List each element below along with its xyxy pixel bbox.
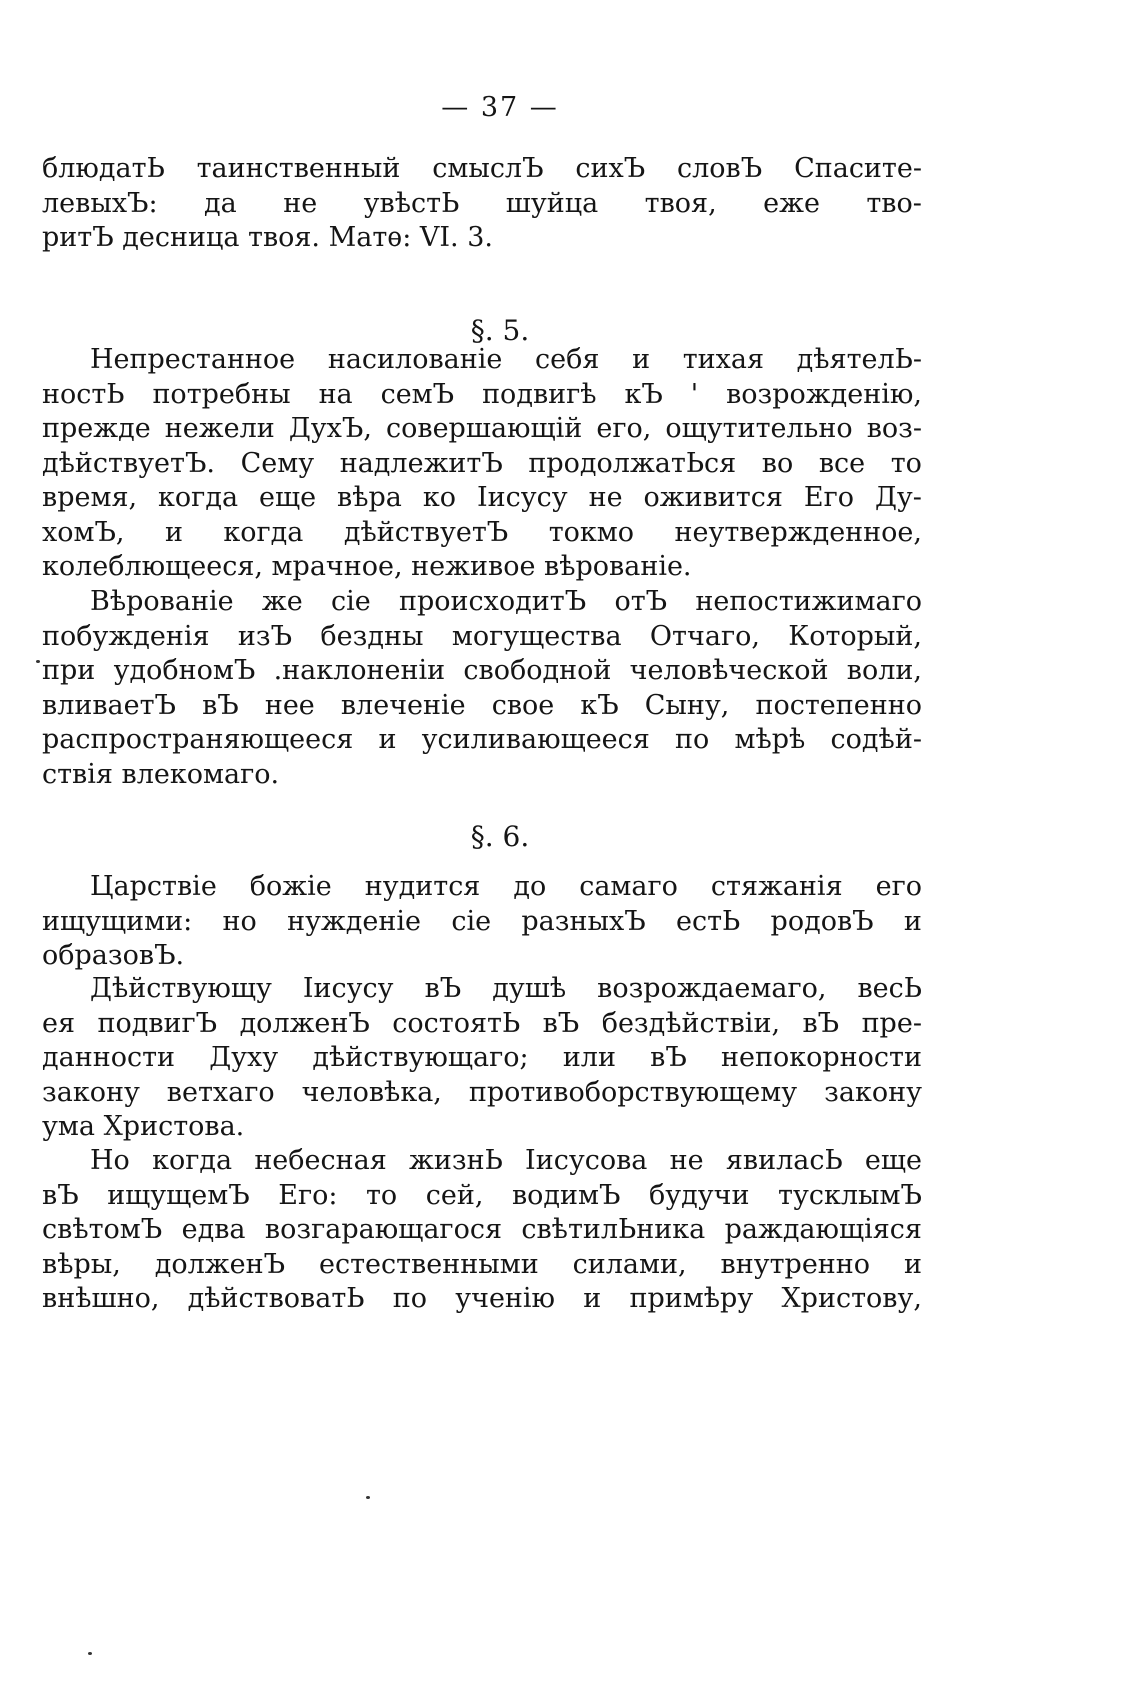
word: увѣстЬ [363, 187, 460, 219]
word: естественными [318, 1248, 539, 1280]
word: сей, [425, 1179, 484, 1211]
word: Ду- [874, 482, 922, 513]
word: свободной [463, 655, 612, 686]
word: твоя, [644, 187, 717, 219]
word: ищущемЪ [107, 1179, 250, 1211]
paragraph [42, 972, 922, 1145]
text-line [42, 221, 922, 256]
word: потребны [152, 378, 291, 410]
word: его [875, 871, 922, 902]
text-line [42, 1179, 922, 1214]
word: совершающій [386, 413, 583, 444]
word: по [675, 724, 710, 755]
scan-speck [366, 1496, 370, 1499]
word: непостижимаго [695, 586, 922, 617]
word: и [583, 1283, 602, 1314]
word: долженЪ [154, 1248, 286, 1280]
word: человѣка, [301, 1076, 442, 1108]
word: внѣшно, [42, 1283, 160, 1314]
word: на [318, 378, 353, 410]
text-line-content: ритЪ десница твоя. Матѳ: VI. 3. [42, 222, 493, 253]
word: вЪ [650, 1042, 687, 1073]
text-line [42, 758, 922, 793]
word: закону [824, 1076, 922, 1108]
word: явиласЬ [725, 1145, 843, 1176]
word: Непрестанное [90, 344, 296, 375]
text-line [42, 187, 922, 222]
word: не [283, 187, 318, 219]
text-line [42, 585, 922, 620]
word: происходитЪ [399, 586, 587, 617]
word: Спасите- [794, 153, 922, 184]
word: свѣтомЪ [42, 1214, 163, 1245]
word: когда [158, 482, 239, 513]
word: сихЪ [575, 153, 646, 184]
word: во [761, 447, 794, 479]
word: надлежитЪ [339, 447, 503, 479]
text-line [42, 654, 922, 689]
word: левыхЪ: [42, 187, 158, 219]
word: же [261, 586, 303, 617]
word: шуйца [505, 187, 599, 219]
word: Духу [209, 1042, 279, 1073]
word: сіе [330, 586, 371, 617]
word: изЪ [237, 620, 293, 652]
word: божіе [249, 871, 332, 902]
word: дѣйствуетЪ. [42, 447, 215, 479]
word: внутренно [720, 1248, 871, 1280]
text-line-content: ствія влекомаго. [42, 758, 280, 790]
word: водимЪ [511, 1179, 621, 1211]
text-line [42, 905, 922, 940]
word: оживится [643, 482, 783, 513]
word: силами, [572, 1248, 687, 1280]
word: и [632, 344, 651, 375]
word: когда [152, 1145, 233, 1176]
word: не [588, 482, 623, 513]
word: смыслЪ [432, 153, 544, 184]
text-line [42, 343, 922, 378]
word: дѣйствуетЪ [343, 516, 509, 548]
word: противоборствующему [468, 1076, 798, 1108]
paragraph [42, 870, 922, 974]
word: данности [42, 1042, 176, 1073]
word: еще [259, 482, 317, 513]
word: нудится [364, 871, 481, 902]
text-line [42, 939, 922, 974]
word: и [903, 905, 922, 937]
word: и [164, 516, 183, 548]
word: то [365, 1179, 398, 1211]
word: насилованіе [327, 344, 503, 375]
paragraph [42, 1144, 922, 1317]
word: дѣйствоватЬ [187, 1283, 365, 1314]
word: Іисусу [476, 482, 568, 513]
text-line [42, 1076, 922, 1111]
word: отЪ [614, 586, 668, 617]
word: естЬ [675, 905, 741, 937]
word: но [222, 905, 257, 937]
word: долженЪ [239, 1007, 370, 1039]
word: еще [864, 1145, 922, 1176]
word: словЪ [677, 153, 763, 184]
word: пре- [861, 1007, 922, 1039]
word: вѣры, [42, 1248, 121, 1280]
word: ищущими: [42, 905, 193, 937]
text-line [42, 378, 922, 413]
word: воз- [866, 413, 922, 444]
paragraph [42, 343, 922, 585]
text-line [42, 1007, 922, 1042]
word: ощутительно [665, 413, 853, 444]
word: закону [42, 1076, 140, 1108]
word: и [903, 1248, 922, 1280]
word: Его: [278, 1179, 338, 1211]
word: или [562, 1042, 616, 1073]
word: Христову, [781, 1283, 922, 1314]
word: то [890, 447, 922, 479]
text-line [42, 620, 922, 655]
word: ученію [455, 1283, 556, 1314]
text-line [42, 550, 922, 585]
word: до [513, 871, 547, 902]
page-number: — 37 — [441, 92, 559, 123]
word: Который, [788, 620, 922, 652]
word: тихая [682, 344, 765, 375]
text-line [42, 1144, 922, 1179]
text-line [42, 481, 922, 516]
word: Вѣрованіе [90, 586, 234, 617]
word: жизнЬ [409, 1145, 503, 1176]
word: дѣятелЬ- [796, 344, 922, 375]
word: свое [491, 689, 555, 721]
paragraph-continuation [42, 152, 922, 256]
word: небесная [254, 1145, 387, 1176]
word: да [204, 187, 237, 219]
word: подвигЪ [97, 1007, 218, 1039]
word: бездѣйствіи, [601, 1007, 781, 1039]
word: удобномЪ [113, 655, 256, 686]
scan-speck [36, 660, 40, 663]
word: не [669, 1145, 704, 1176]
word: человѣческой [629, 655, 829, 686]
word: примѣру [629, 1283, 754, 1314]
paragraph [42, 585, 922, 792]
word: тво- [866, 187, 922, 219]
text-line [42, 1110, 922, 1145]
word: могущества [451, 620, 622, 652]
word: возрожденію, [726, 378, 922, 410]
text-line [42, 1282, 922, 1317]
text-line [42, 516, 922, 551]
text-line [42, 1248, 922, 1283]
section-heading-5: §. 5. [470, 314, 530, 347]
word: при [42, 655, 96, 686]
text-line [42, 723, 922, 758]
word: вЪ [802, 1007, 840, 1039]
word: Но [90, 1145, 130, 1176]
word: мѣрѣ [734, 724, 806, 755]
word: вЪ [42, 1179, 79, 1211]
word: возгарающагося [264, 1214, 502, 1245]
word: вЪ [542, 1007, 580, 1039]
word: прежде [42, 413, 151, 444]
text-line-content: образовЪ. [42, 940, 185, 971]
word: постепенно [755, 689, 922, 721]
word: .наклоненіи [273, 655, 446, 686]
word: нужденіе [287, 905, 422, 937]
word: ностЬ [42, 378, 125, 410]
word: вЪ [424, 973, 462, 1004]
word: ДухЪ, [288, 413, 372, 444]
word: хомЪ, [42, 516, 125, 548]
text-line [42, 447, 922, 482]
word: усиливающееся [421, 724, 650, 755]
word: Іисусу [302, 973, 394, 1004]
word: и [378, 724, 397, 755]
word: еже [763, 187, 820, 219]
word: свѣтилЬника [521, 1214, 706, 1245]
word: тусклымЪ [778, 1179, 922, 1211]
word: Его [803, 482, 854, 513]
word: возрождаемаго, [597, 973, 827, 1004]
word: блюдатЬ [42, 153, 165, 184]
word: по [392, 1283, 427, 1314]
word: Отчаго, [649, 620, 760, 652]
word: ко [422, 482, 456, 513]
word: кЪ [580, 689, 619, 721]
word: воли, [846, 655, 922, 686]
word: время, [42, 482, 138, 513]
word: продолжатЬся [528, 447, 737, 479]
word: таинственный [196, 153, 401, 184]
word: непокорности [721, 1042, 922, 1073]
text-line [42, 1213, 922, 1248]
word: Дѣйствующу [90, 973, 272, 1004]
word: неутвержденное, [674, 516, 922, 548]
word: кЪ [624, 378, 663, 410]
word: Сему [240, 447, 315, 479]
word: будучи [649, 1179, 750, 1211]
word: его, [596, 413, 652, 444]
text-line [42, 689, 922, 724]
text-line-content: колеблющееся, мрачное, неживое вѣрованіе. [42, 551, 692, 582]
word: самаго [579, 871, 678, 902]
word: нее [264, 689, 315, 721]
word: себя [535, 344, 600, 375]
word: вѣра [337, 482, 402, 513]
section-heading-6: §. 6. [470, 820, 530, 853]
word: распространяющееся [42, 724, 354, 755]
word: родовЪ [770, 905, 874, 937]
word: душѣ [492, 973, 567, 1004]
word: дѣйствующаго; [312, 1042, 529, 1073]
word: побужденія [42, 620, 210, 652]
word: ея [42, 1007, 76, 1039]
word: весЬ [857, 973, 922, 1004]
word: Сыну, [644, 689, 730, 721]
word: состоятЬ [392, 1007, 521, 1039]
word: сіе [451, 905, 492, 937]
word: ветхаго [166, 1076, 275, 1108]
word: Царствіе [90, 871, 217, 902]
word: влеченіе [340, 689, 466, 721]
word: бездны [320, 620, 424, 652]
word: едва [181, 1214, 246, 1245]
word: когда [223, 516, 304, 548]
word: Іисусова [525, 1145, 648, 1176]
word: вливаетЪ [42, 689, 177, 721]
word: стяжанія [710, 871, 843, 902]
word: семЪ [380, 378, 455, 410]
word: нежели [164, 413, 275, 444]
word: раждающіяся [724, 1214, 922, 1245]
word: разныхЪ [521, 905, 646, 937]
text-line [42, 1041, 922, 1076]
text-line [42, 152, 922, 187]
text-line [42, 412, 922, 447]
word: ' [690, 378, 699, 410]
scan-speck [88, 1652, 92, 1655]
word: все [818, 447, 866, 479]
word: вЪ [202, 689, 239, 721]
text-line-content: ума Христова. [42, 1111, 245, 1142]
text-line [42, 870, 922, 905]
word: содѣй- [830, 724, 922, 755]
word: токмо [548, 516, 635, 548]
word: подвигѣ [482, 378, 597, 410]
text-line [42, 972, 922, 1007]
